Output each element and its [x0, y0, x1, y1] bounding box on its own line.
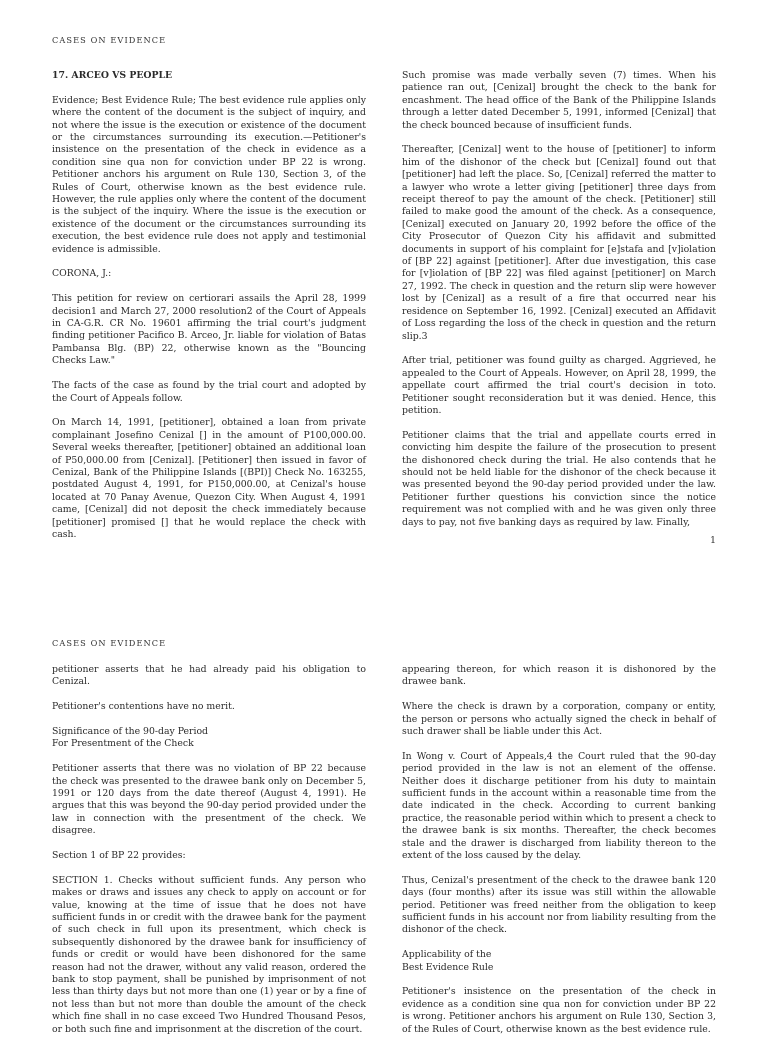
subheading	[402, 949, 716, 974]
running-header: CASES ON EVIDENCE	[52, 35, 167, 45]
ponente: CORONA, J.:	[52, 268, 112, 280]
body-paragraph: Petitioner's contentions have no merit.	[52, 701, 235, 713]
body-paragraph: Such promise was made verbally seven (7) times. When his patience ran out, [Cenizal] brought the check to the bank for encashment. The head office of the Bank of the Philippine Islands through a letter dated December 5, 1991, informed [Cenizal] that the check bounced because of insufficient funds.	[402, 70, 716, 131]
page-gap	[0, 560, 768, 610]
page-number: 1	[709, 535, 716, 546]
body-paragraph: Section 1 of BP 22 provides:	[52, 850, 186, 862]
body-paragraph: appearing thereon, for which reason it is dishonored by the drawee bank.	[402, 664, 716, 688]
body-paragraph: Where the check is drawn by a corporation, company or entity, the person or persons who actually signed the check in behalf of such drawer shall be liable under this Act.	[402, 701, 716, 738]
statute-paragraph: SECTION 1. Checks without sufficient funds. Any person who makes or draws and issues any check to apply on account or for value, knowing at the time of issue that he does not have sufficient funds in or credit with the drawee bank for the payment of such check in full upon its presentment, which check is subsequently dishonored by the drawee bank for insufficiency of funds or credit or would have been dishonored for the same reason had not the drawer, without any valid reason, ordered the bank to stop payment, shall be punished by imprisonment of not less than thirty days but not more than one (1) year or by a fine of not less than but not more than double the amount of the check which fine shall in no case exceed Two Hundred Thousand Pesos, or both such fine and imprisonment at the discretion of the court.	[52, 874, 366, 1035]
document-page-2	[0, 610, 768, 1035]
body-paragraph: In Wong v. Court of Appeals,4 the Court ruled that the 90-day period provided in the law is not an element of the offense. Neither does it discharge petitioner from his duty to maintain sufficient funds in the account within a reasonable time from the date indicated in the check. According to current banking practice, the reasonable period within which to present a check to the drawee bank is six months. Thereafter, the check becomes stale and the drawer is discharged from liability thereon to the extent of the loss caused by the delay.	[402, 750, 716, 862]
subheading-line: Significance of the 90-day Period	[52, 726, 209, 737]
running-header: CASES ON EVIDENCE	[52, 638, 167, 648]
subheading-line: Best Evidence Rule	[402, 961, 494, 973]
subheading	[52, 726, 366, 751]
body-paragraph: This petition for review on certiorari assails the April 28, 1999 decision1 and March 27, 2000 resolution2 of the Court of Appeals in CA-G.R. CR No. 19601 affirming the trial court's judgment finding petitioner Pacifico B. Arceo, Jr. liable for violation of Batas Pambansa Blg. (BP) 22, otherwise known as the "Bouncing Checks Law."	[52, 293, 366, 367]
body-paragraph: The facts of the case as found by the trial court and adopted by the Court of Appeals follow.	[52, 380, 366, 404]
body-paragraph: petitioner asserts that he had already paid his obligation to Cenizal.	[52, 664, 366, 688]
right-column	[402, 70, 716, 541]
case-title: 17. ARCEO VS PEOPLE	[52, 70, 173, 81]
body-paragraph: Thereafter, [Cenizal] went to the house of [petitioner] to inform him of the dishonor of the check but [Cenizal] found out that [petitioner] had left the place. So, [Cenizal] referred the matter to a lawyer who wrote a letter giving [petitioner] three days from receipt thereof to pay the amount of the check. [Petitioner] still failed to make good the amount of the check. As a consequence, [Cenizal] executed on January 20, 1992 before the office of the City Prosecutor of Quezon City his affidavit and submitted documents in support of his complaint for [e]stafa and [v]iolation of [BP 22] against [petitioner]. After due investigation, this case for [v]iolation of [BP 22] was filed against [petitioner] on March 27, 1992. The check in question and the return slip were however lost by [Cenizal] as a result of a fire that occurred near his residence on September 16, 1992. [Cenizal] executed an Affidavit of Loss regarding the loss of the check in question and the return slip.3	[402, 144, 716, 342]
right-column	[402, 664, 716, 1049]
subheading-line: For Presentment of the Check	[52, 738, 194, 750]
left-column	[52, 70, 366, 554]
subheading-line: Applicability of the	[402, 949, 492, 961]
body-paragraph: Petitioner claims that the trial and appellate courts erred in convicting him despite the failure of the prosecution to present the dishonored check during the trial. He also contends that he should not be held liable for the dishonor of the check because it was presented beyond the 90-day period provided under the law. Petitioner further questions his conviction since the notice requirement was not complied with and he was given only three days to pay, not five banking days as required by law. Finally,	[402, 429, 716, 528]
left-column	[52, 664, 366, 1049]
body-paragraph: Petitioner's insistence on the presentation of the check in evidence as a condition sine qua non for conviction under BP 22 is wrong. Petitioner anchors his argument on Rule 130, Section 3, of the Rules of Court, otherwise known as the best evidence rule.	[402, 986, 716, 1035]
syllabus-paragraph: Evidence; Best Evidence Rule; The best evidence rule applies only where the content of the document is the subject of inquiry, and not where the issue is the execution or existence of the document or the circumstances surrounding its execution.—Petitioner's insistence on the presentation of the check in evidence as a condition sine qua non for conviction under BP 22 is wrong. Petitioner anchors his argument on Rule 130, Section 3, of the Rules of Court, otherwise known as the best evidence rule. However, the rule applies only where the content of the document is the subject of the inquiry. Where the issue is the execution or existence of the document or the circumstances surrounding its execution, the best evidence rule does not apply and testimonial evidence is admissible.	[52, 94, 366, 255]
body-paragraph: After trial, petitioner was found guilty as charged. Aggrieved, he appealed to the Court of Appeals. However, on April 28, 1999, the appellate court affirmed the trial court's decision in toto. Petitioner sought reconsideration but it was denied. Hence, this petition.	[402, 355, 716, 416]
body-paragraph: On March 14, 1991, [petitioner], obtained a loan from private complainant Josefino Cenizal [] in the amount of P100,000.00. Several weeks thereafter, [petitioner] obtained an additional loan of P50,000.00 from [Cenizal]. [Petitioner] then issued in favor of Cenizal, Bank of the Philippine Islands [(BPI)] Check No. 163255, postdated August 4, 1991, for P150,000.00, at Cenizal's house located at 70 Panay Avenue, Quezon City. When August 4, 1991 came, [Cenizal] did not deposit the check immediately because [petitioner] promised [] that he would replace the check with cash.	[52, 417, 366, 540]
body-paragraph: Thus, Cenizal's presentment of the check to the drawee bank 120 days (four months) after its issue was still within the allowable period. Petitioner was freed neither from the obligation to keep sufficient funds in his account nor from liability resulting from the dishonor of the check.	[402, 874, 716, 936]
body-paragraph: Petitioner asserts that there was no violation of BP 22 because the check was presented to the drawee bank only on December 5, 1991 or 120 days from the date thereof (August 4, 1991). He argues that this was beyond the 90-day period provided under the law in connection with the presentment of the check. We disagree.	[52, 763, 366, 837]
